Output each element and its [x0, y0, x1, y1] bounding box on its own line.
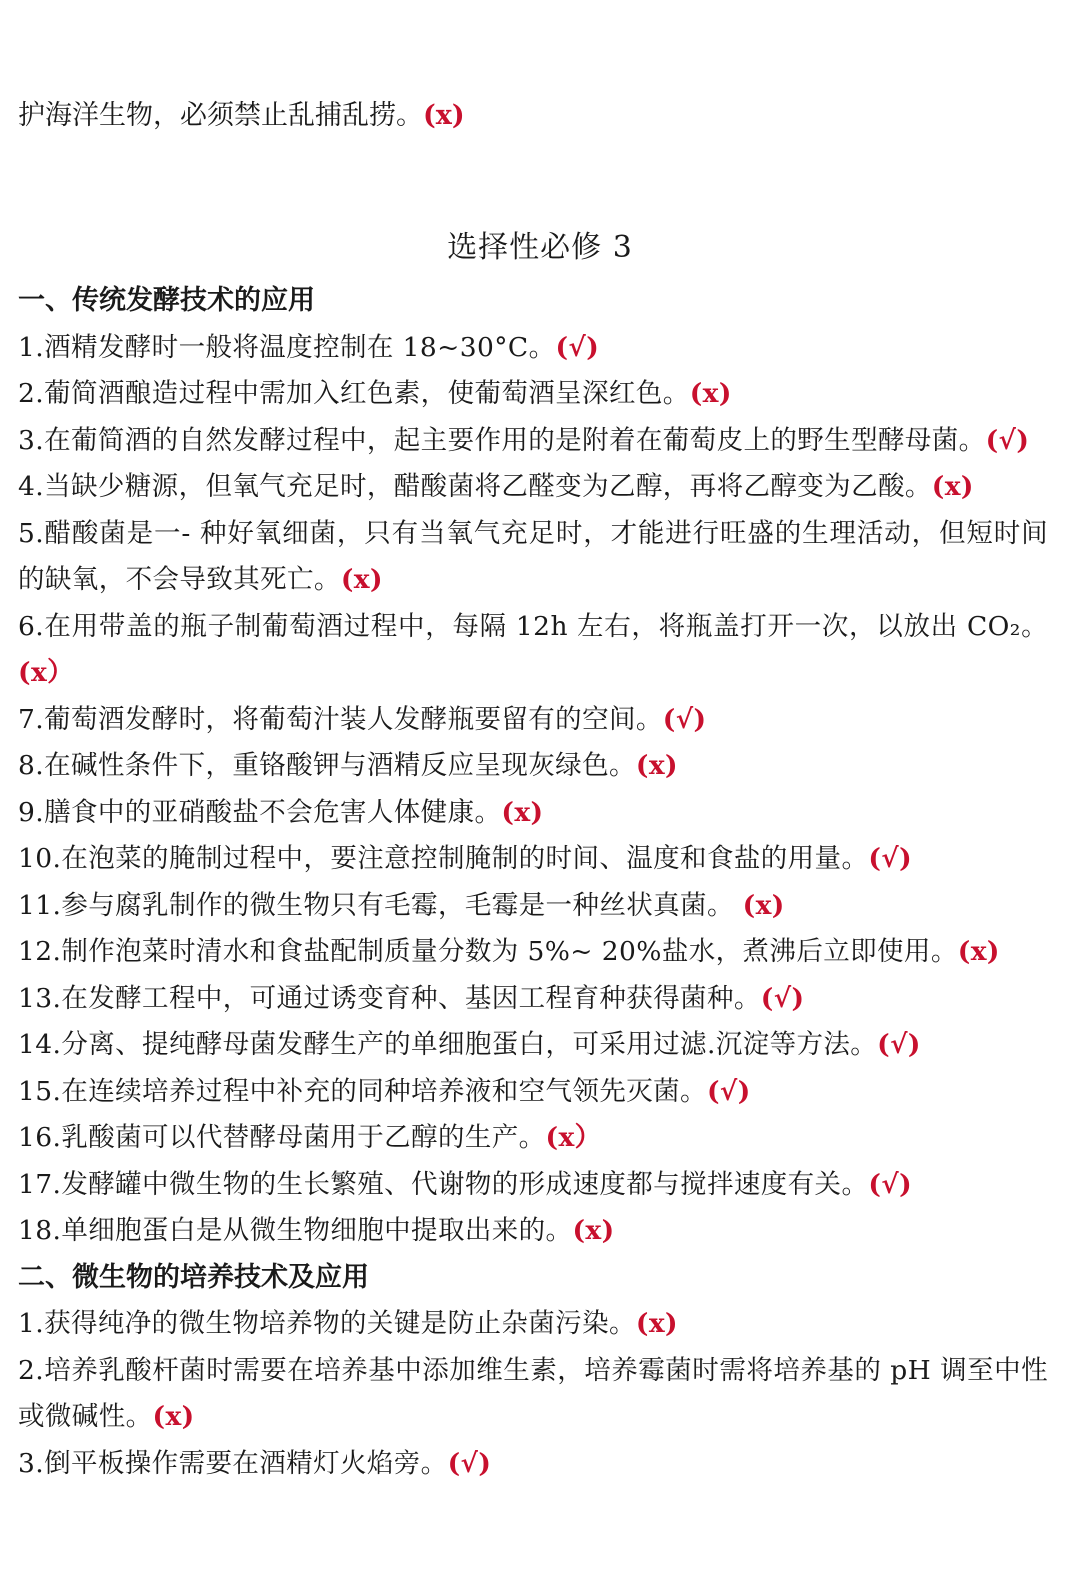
- answer-mark: (√): [662, 703, 707, 735]
- question-item: [18, 1069, 1048, 1116]
- section-heading-1: 一、传统发酵技术的应用: [18, 285, 315, 316]
- answer-mark: (x): [689, 378, 732, 409]
- question-text: 3.在葡简酒的自然发酵过程中，起主要作用的是附着在葡萄皮上的野生型酵母菌。: [18, 424, 986, 456]
- answer-mark: (√): [760, 982, 805, 1014]
- answer-mark: (x）: [545, 1122, 602, 1153]
- continued-line-text: 护海洋生物，必须禁止乱捕乱捞。: [18, 100, 423, 131]
- question-item: [18, 464, 1048, 511]
- section-2-items: [18, 1301, 1048, 1487]
- answer-mark: (x）: [18, 657, 75, 688]
- question-text: 14.分离、提纯酵母菌发酵生产的单细胞蛋白，可采用过滤.沉淀等方法。: [18, 1029, 878, 1060]
- question-item: [18, 511, 1048, 604]
- answer-mark: (x): [957, 936, 1000, 967]
- question-text: 1.获得纯净的微生物培养物的关键是防止杂菌污染。: [18, 1308, 636, 1339]
- question-text: 5.醋酸菌是一- 种好氧细菌，只有当氧气充足时，才能进行旺盛的生理活动，但短时间的缺氧，不会导致其死亡。: [18, 517, 1048, 595]
- question-text: 9.膳食中的亚硝酸盐不会危害人体健康。: [18, 796, 502, 828]
- answer-mark: (x): [152, 1401, 195, 1432]
- question-item: [18, 1441, 1048, 1488]
- question-item: [18, 790, 1048, 837]
- question-item: [18, 929, 1048, 976]
- question-item: [18, 697, 1048, 744]
- content-body: [18, 278, 1048, 1487]
- question-text: 2.培养乳酸杆菌时需要在培养基中添加维生素，培养霉菌时需将培养基的 pH 调至中性或微碱性。: [18, 1354, 1048, 1432]
- question-item: [18, 1348, 1048, 1441]
- answer-mark: (x): [635, 1308, 678, 1339]
- answer-mark: (x): [340, 564, 383, 595]
- question-item: [18, 1115, 1048, 1162]
- question-text: 4.当缺少糖源，但氧气充足时，醋酸菌将乙醛变为乙醇，再将乙醇变为乙酸。: [18, 471, 932, 502]
- answer-mark: (x): [742, 889, 785, 921]
- answer-mark: (x): [501, 796, 544, 828]
- question-text: 10.在泡菜的腌制过程中，要注意控制腌制的时间、温度和食盐的用量。: [18, 843, 869, 874]
- question-text: 17.发酵罐中微生物的生长繁殖、代谢物的形成速度都与搅拌速度有关。: [18, 1168, 869, 1200]
- page-title: 选择性必修 3: [447, 230, 633, 265]
- question-text: 15.在连续培养过程中补充的同种培养液和空气领先灭菌。: [18, 1075, 707, 1107]
- section-1-items: [18, 325, 1048, 1255]
- answer-mark: (x): [423, 100, 465, 131]
- question-item: [18, 743, 1048, 790]
- section-heading-2: 二、微生物的培养技术及应用: [18, 1261, 369, 1293]
- answer-mark: (x): [635, 750, 678, 781]
- question-item: [18, 1301, 1048, 1348]
- question-item: [18, 1022, 1048, 1069]
- answer-mark: (√): [877, 1029, 921, 1060]
- question-text: 2.葡简酒酿造过程中需加入红色素，使葡萄酒呈深红色。: [18, 378, 690, 409]
- question-text: 8.在碱性条件下，重铬酸钾与酒精反应呈现灰绿色。: [18, 750, 636, 781]
- answer-mark: (√): [868, 1168, 913, 1200]
- question-item: [18, 976, 1048, 1023]
- question-item: [18, 836, 1048, 883]
- question-text: 1.酒精发酵时一般将温度控制在 18~30°C。: [18, 331, 556, 363]
- answer-mark: (√): [706, 1075, 751, 1107]
- question-item: [18, 1208, 1048, 1255]
- question-text: 11.参与腐乳制作的微生物只有毛霉，毛霉是一种丝状真菌。: [18, 889, 743, 921]
- question-item: [18, 371, 1048, 418]
- question-text: 12.制作泡菜时清水和食盐配制质量分数为 5%~ 20%盐水，煮沸后立即使用。: [18, 936, 958, 967]
- answer-mark: (√): [555, 331, 600, 363]
- question-text: 7.葡萄酒发酵时，将葡萄汁装人发酵瓶要留有的空间。: [18, 703, 663, 735]
- question-text: 18.单细胞蛋白是从微生物细胞中提取出来的。: [18, 1215, 573, 1246]
- question-text: 16.乳酸菌可以代替酵母菌用于乙醇的生产。: [18, 1122, 546, 1153]
- question-item: [18, 418, 1048, 465]
- question-item: [18, 604, 1048, 697]
- answer-mark: (x): [931, 471, 974, 502]
- question-text: 6.在用带盖的瓶子制葡萄酒过程中，每隔 12h 左右，将瓶盖打开一次，以放出 CO₂。: [18, 610, 1048, 642]
- question-text: 13.在发酵工程中，可通过诱变育种、基因工程育种获得菌种。: [18, 982, 761, 1014]
- question-item: [18, 1162, 1048, 1209]
- question-text: 3.倒平板操作需要在酒精灯火焰旁。: [18, 1447, 448, 1479]
- answer-mark: (√): [985, 424, 1030, 456]
- question-item: [18, 325, 1048, 372]
- continued-line: [18, 96, 465, 136]
- answer-mark: (√): [447, 1447, 492, 1479]
- answer-mark: (√): [868, 843, 913, 874]
- question-item: [18, 883, 1048, 930]
- answer-mark: (x): [572, 1215, 615, 1246]
